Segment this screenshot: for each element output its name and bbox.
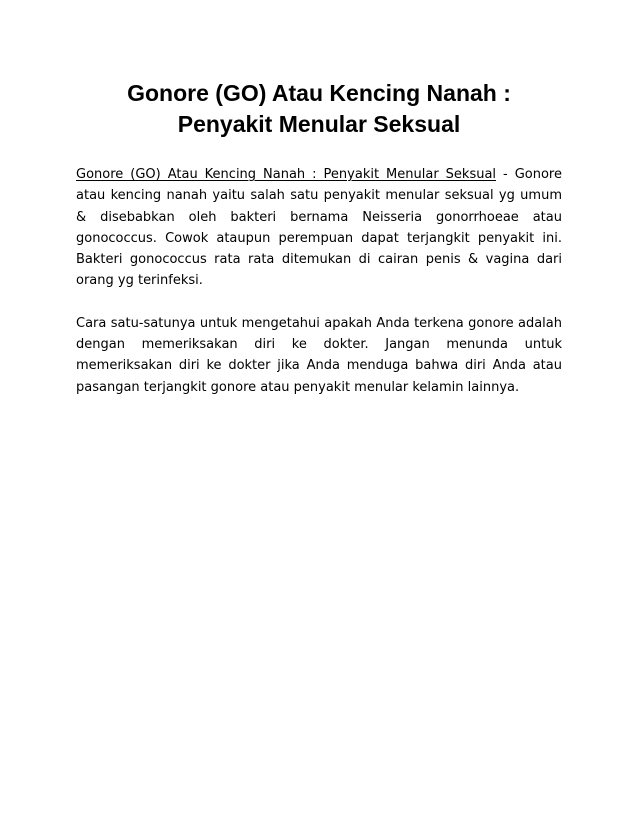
paragraph-advice	[76, 313, 562, 398]
paragraph-intro	[76, 164, 562, 292]
title-line-1: Gonore (GO) Atau Kencing Nanah :	[127, 80, 511, 106]
title-line-2: Penyakit Menular Seksual	[177, 111, 461, 137]
paragraph-advice-text: Cara satu-satunya untuk mengetahui apakah Anda terkena gonore adalah dengan memeriksakan diri ke dokter. Jangan menunda untuk memeriksakan diri ke dokter jika Anda menduga bahwa diri Anda atau pasangan terjangkit gonore atau penyakit menular kelamin lainnya.	[76, 315, 562, 395]
paragraph-intro-text: - Gonore atau kencing nanah yaitu salah satu penyakit menular seksual yg umum & disebabkan oleh bakteri bernama Neisseria gonorrhoeae atau gonococcus. Cowok ataupun perempuan dapat terjangkit penyakit ini. Bakteri gonococcus rata rata ditemukan di cairan penis & vagina dari orang yg terinfeksi.	[76, 167, 562, 289]
page-title	[76, 78, 562, 140]
article-title-link[interactable]: Gonore (GO) Atau Kencing Nanah : Penyakit Menular Seksual	[76, 167, 497, 182]
document-page	[76, 78, 562, 398]
